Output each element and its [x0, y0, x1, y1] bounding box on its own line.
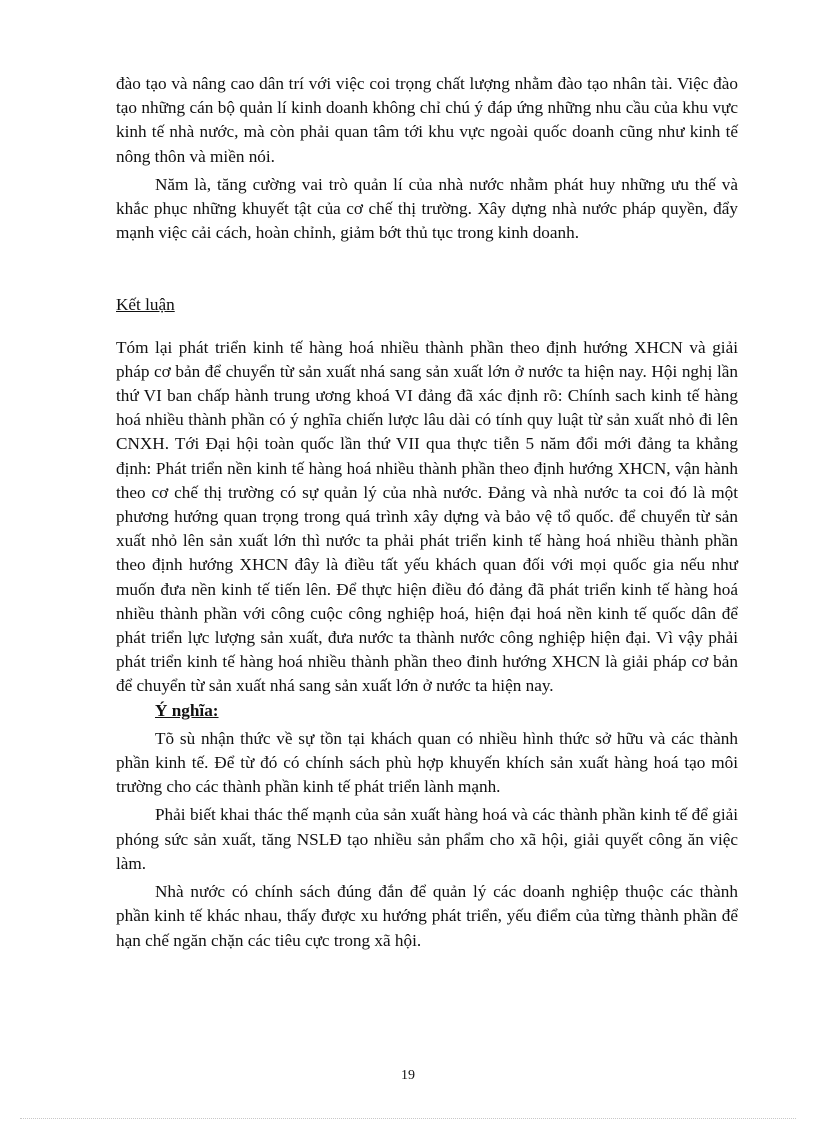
conclusion-heading: Kết luận [116, 295, 175, 315]
paragraph-fifth-solution: Năm là, tăng cường vai trò quản lí của nhà nước nhằm phát huy những ưu thế và khắc phục những khuyết tật của cơ chế thị trường. Xây dựng nhà nước pháp quyền, đẩy mạnh việc cải cách, hoàn chỉnh, giảm bớt thủ tục trong kinh doanh. [116, 174, 738, 243]
significance-paragraph-3: Nhà nước có chính sách đúng đắn để quản lý các doanh nghiệp thuộc các thành phần kinh tế khác nhau, thấy được xu hướng phát triển, yếu điểm của từng thành phần để hạn chế ngăn chặn các tiêu cực trong xã hội. [116, 882, 738, 950]
page-body [116, 72, 738, 953]
conclusion-paragraph: Tóm lại phát triển kinh tế hàng hoá nhiều thành phần theo định hướng XHCN và giải pháp cơ bản để chuyển từ sản xuất nhá sang sản xuất lớn ở nước ta hiện nay. Hội nghị lần thứ VI ban chấp hành trung ương khoá VI đảng đã xác định rõ: Chính sach kinh tế hàng hoá nhiều thành phần có ý nghĩa chiến lược lâu dài có tính quy luật từ sản xuất nhỏ đi lên CNXH. Tới Đại hội toàn quốc lần thứ VII qua thực tiễn 5 năm đổi mới đảng ta khẳng định: Phát triển nền kinh tế hàng hoá nhiều thành phần theo định hướng XHCN, vận hành theo cơ chế thị trường có sự quản lý của nhà nước. Đảng và nhà nước ta coi đó là một phương hướng quan trọng trong quá trình xây dựng và bảo vệ tổ quốc. để chuyển từ sản xuất nhỏ lên sản xuất lớn thì nước ta phải phát triển kinh tế hàng hoá nhiều thành phần theo định hướng XHCN đây là điều tất yếu khách quan đối với mọi quốc gia nếu như muốn đưa nền kinh tế tiến lên. Để thực hiện điều đó đảng đã phát triển kinh tế hàng hoá nhiều thành phần với công cuộc công nghiệp hoá, hiện đại hoá nền kinh tế quốc dân để phát triển lực lượng sản xuất, đưa nước ta thành nước công nghiệp hiện đại. Vì vậy phải phát triển kinh tế hàng hoá nhiều thành phần theo đinh hướng XHCN là giải pháp cơ bản để chuyển từ sản xuất nhá sang sản xuất lớn ở nước ta hiện nay. [116, 337, 738, 696]
page-bottom-divider [20, 1118, 796, 1119]
significance-paragraph-2: Phải biết khai thác thế mạnh của sản xuất hàng hoá và các thành phần kinh tế để giải phóng sức sản xuất, tăng NSLĐ tạo nhiều sản phẩm cho xã hội, giải quyết công ăn việc làm. [116, 805, 738, 873]
page-number: 19 [401, 1068, 415, 1083]
paragraph-training: đào tạo và nâng cao dân trí với việc coi trọng chất lượng nhằm đào tạo nhân tài. Việc đào tạo những cán bộ quản lí kinh doanh không chỉ chú ý đáp ứng những nhu cầu của khu vực kinh tế nhà nước, mà còn phải quan tâm tới khu vực ngoài quốc doanh cũng như kinh tế nông thôn và miền nói. [116, 74, 738, 166]
significance-paragraph-1: Tõ sù nhận thức về sự tồn tại khách quan có nhiều hình thức sở hữu và các thành phần kinh tế. Để từ đó có chính sách phù hợp khuyến khích sản xuất hàng hoá tạo môi trường cho các thành phần kinh tế phát triển lành mạnh. [116, 728, 738, 797]
significance-heading: Ý nghĩa: [155, 700, 219, 720]
